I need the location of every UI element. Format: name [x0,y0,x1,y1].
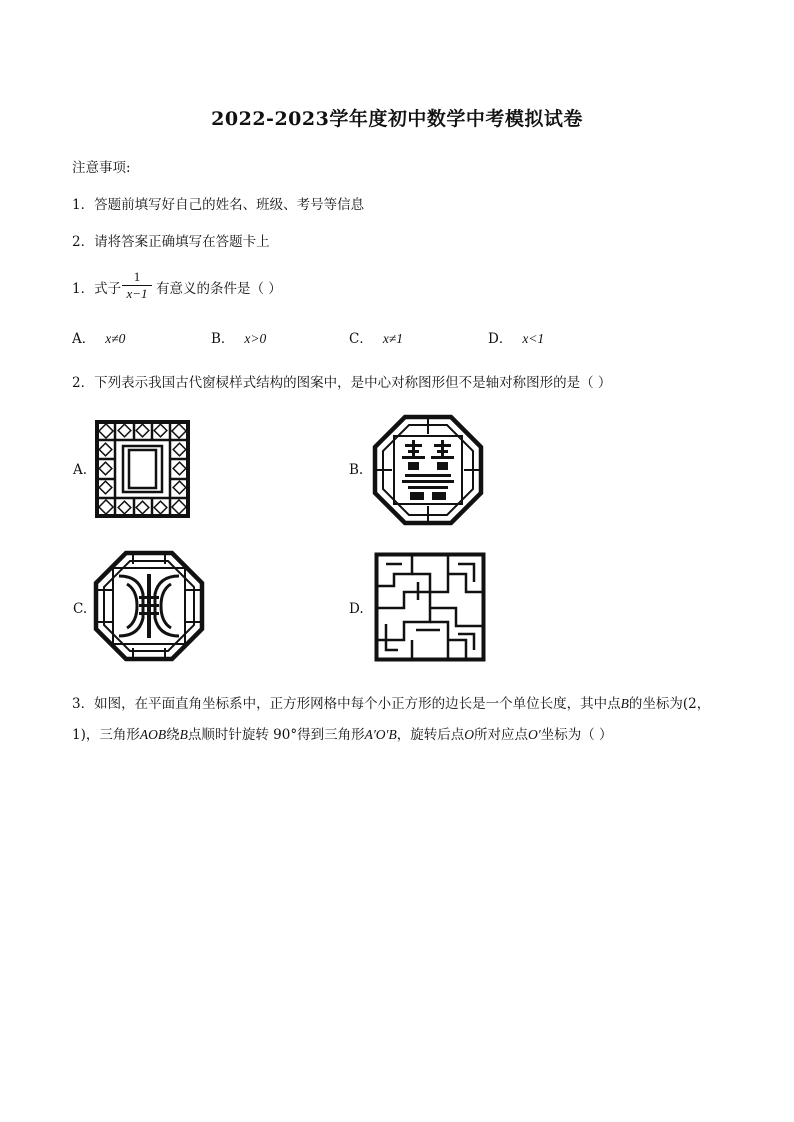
q2-option-d-label[interactable]: D. [349,601,364,617]
q3-text: ，旋转后点 [396,727,465,743]
fraction-numerator: 1 [133,269,141,284]
q3-text: 所对应点 [474,727,528,743]
q1-option-b[interactable] [211,327,266,347]
fraction-denominator: x−1 [126,286,148,301]
q3-text: 的坐标为(2， [628,696,711,712]
option-expr: x≠0 [105,331,126,346]
option-expr: x<1 [522,331,545,346]
q3-text: 点顺时针旋转 90°得到三角形 [187,727,365,743]
q3-text: 坐标为（ ） [540,727,613,743]
q1-prefix: 1．式子 [72,281,122,297]
lattice-figure-a[interactable] [95,420,190,518]
triangle-aob: AOB [139,727,167,742]
notice-item: 2．请将答案正确填写在答题卡上 [72,234,270,250]
q1-option-d[interactable] [488,327,544,347]
lattice-figure-b[interactable] [372,414,484,526]
q1-option-a[interactable] [72,327,125,347]
q2-option-a-label[interactable]: A. [73,462,88,478]
option-letter: C． [349,331,373,347]
q3-text: 绕 [166,727,180,743]
notice-item: 1．答题前填写好自己的姓名、班级、考号等信息 [72,197,365,213]
point-o: O [464,727,474,742]
notice-heading: 注意事项: [72,160,131,176]
option-letter: B． [211,331,235,347]
option-expr: x>0 [244,331,267,346]
option-letter: A． [72,331,96,347]
q3-text: 1)，三角形 [72,727,140,743]
q1-fraction [122,270,152,301]
q2-option-c-label[interactable]: C. [73,601,88,617]
q3-line-2 [72,723,613,743]
page-title: 2022-2023学年度初中数学中考模拟试卷 [211,108,583,130]
q2-text: 2．下列表示我国古代窗棂样式结构的图案中，是中心对称图形但不是轴对称图形的是（ ） [72,375,612,391]
q1-suffix: 有意义的条件是（ ） [156,281,282,297]
point-b: B [620,696,629,711]
option-letter: D． [488,331,513,347]
q3-line-1 [72,692,710,712]
lattice-figure-d[interactable] [374,552,486,662]
q2-option-b-label[interactable]: B. [349,462,364,478]
q3-text: 3．如图，在平面直角坐标系中，正方形网格中每个小正方形的边长是一个单位长度，其中点 [72,696,621,712]
q1-option-c[interactable] [349,327,403,347]
option-expr: x≠1 [382,331,403,346]
point-b: B [179,727,188,742]
lattice-figure-c[interactable] [93,550,205,662]
point-o-prime: O′ [528,727,541,742]
triangle-a-o-b-prime: A′O′B [364,727,397,742]
